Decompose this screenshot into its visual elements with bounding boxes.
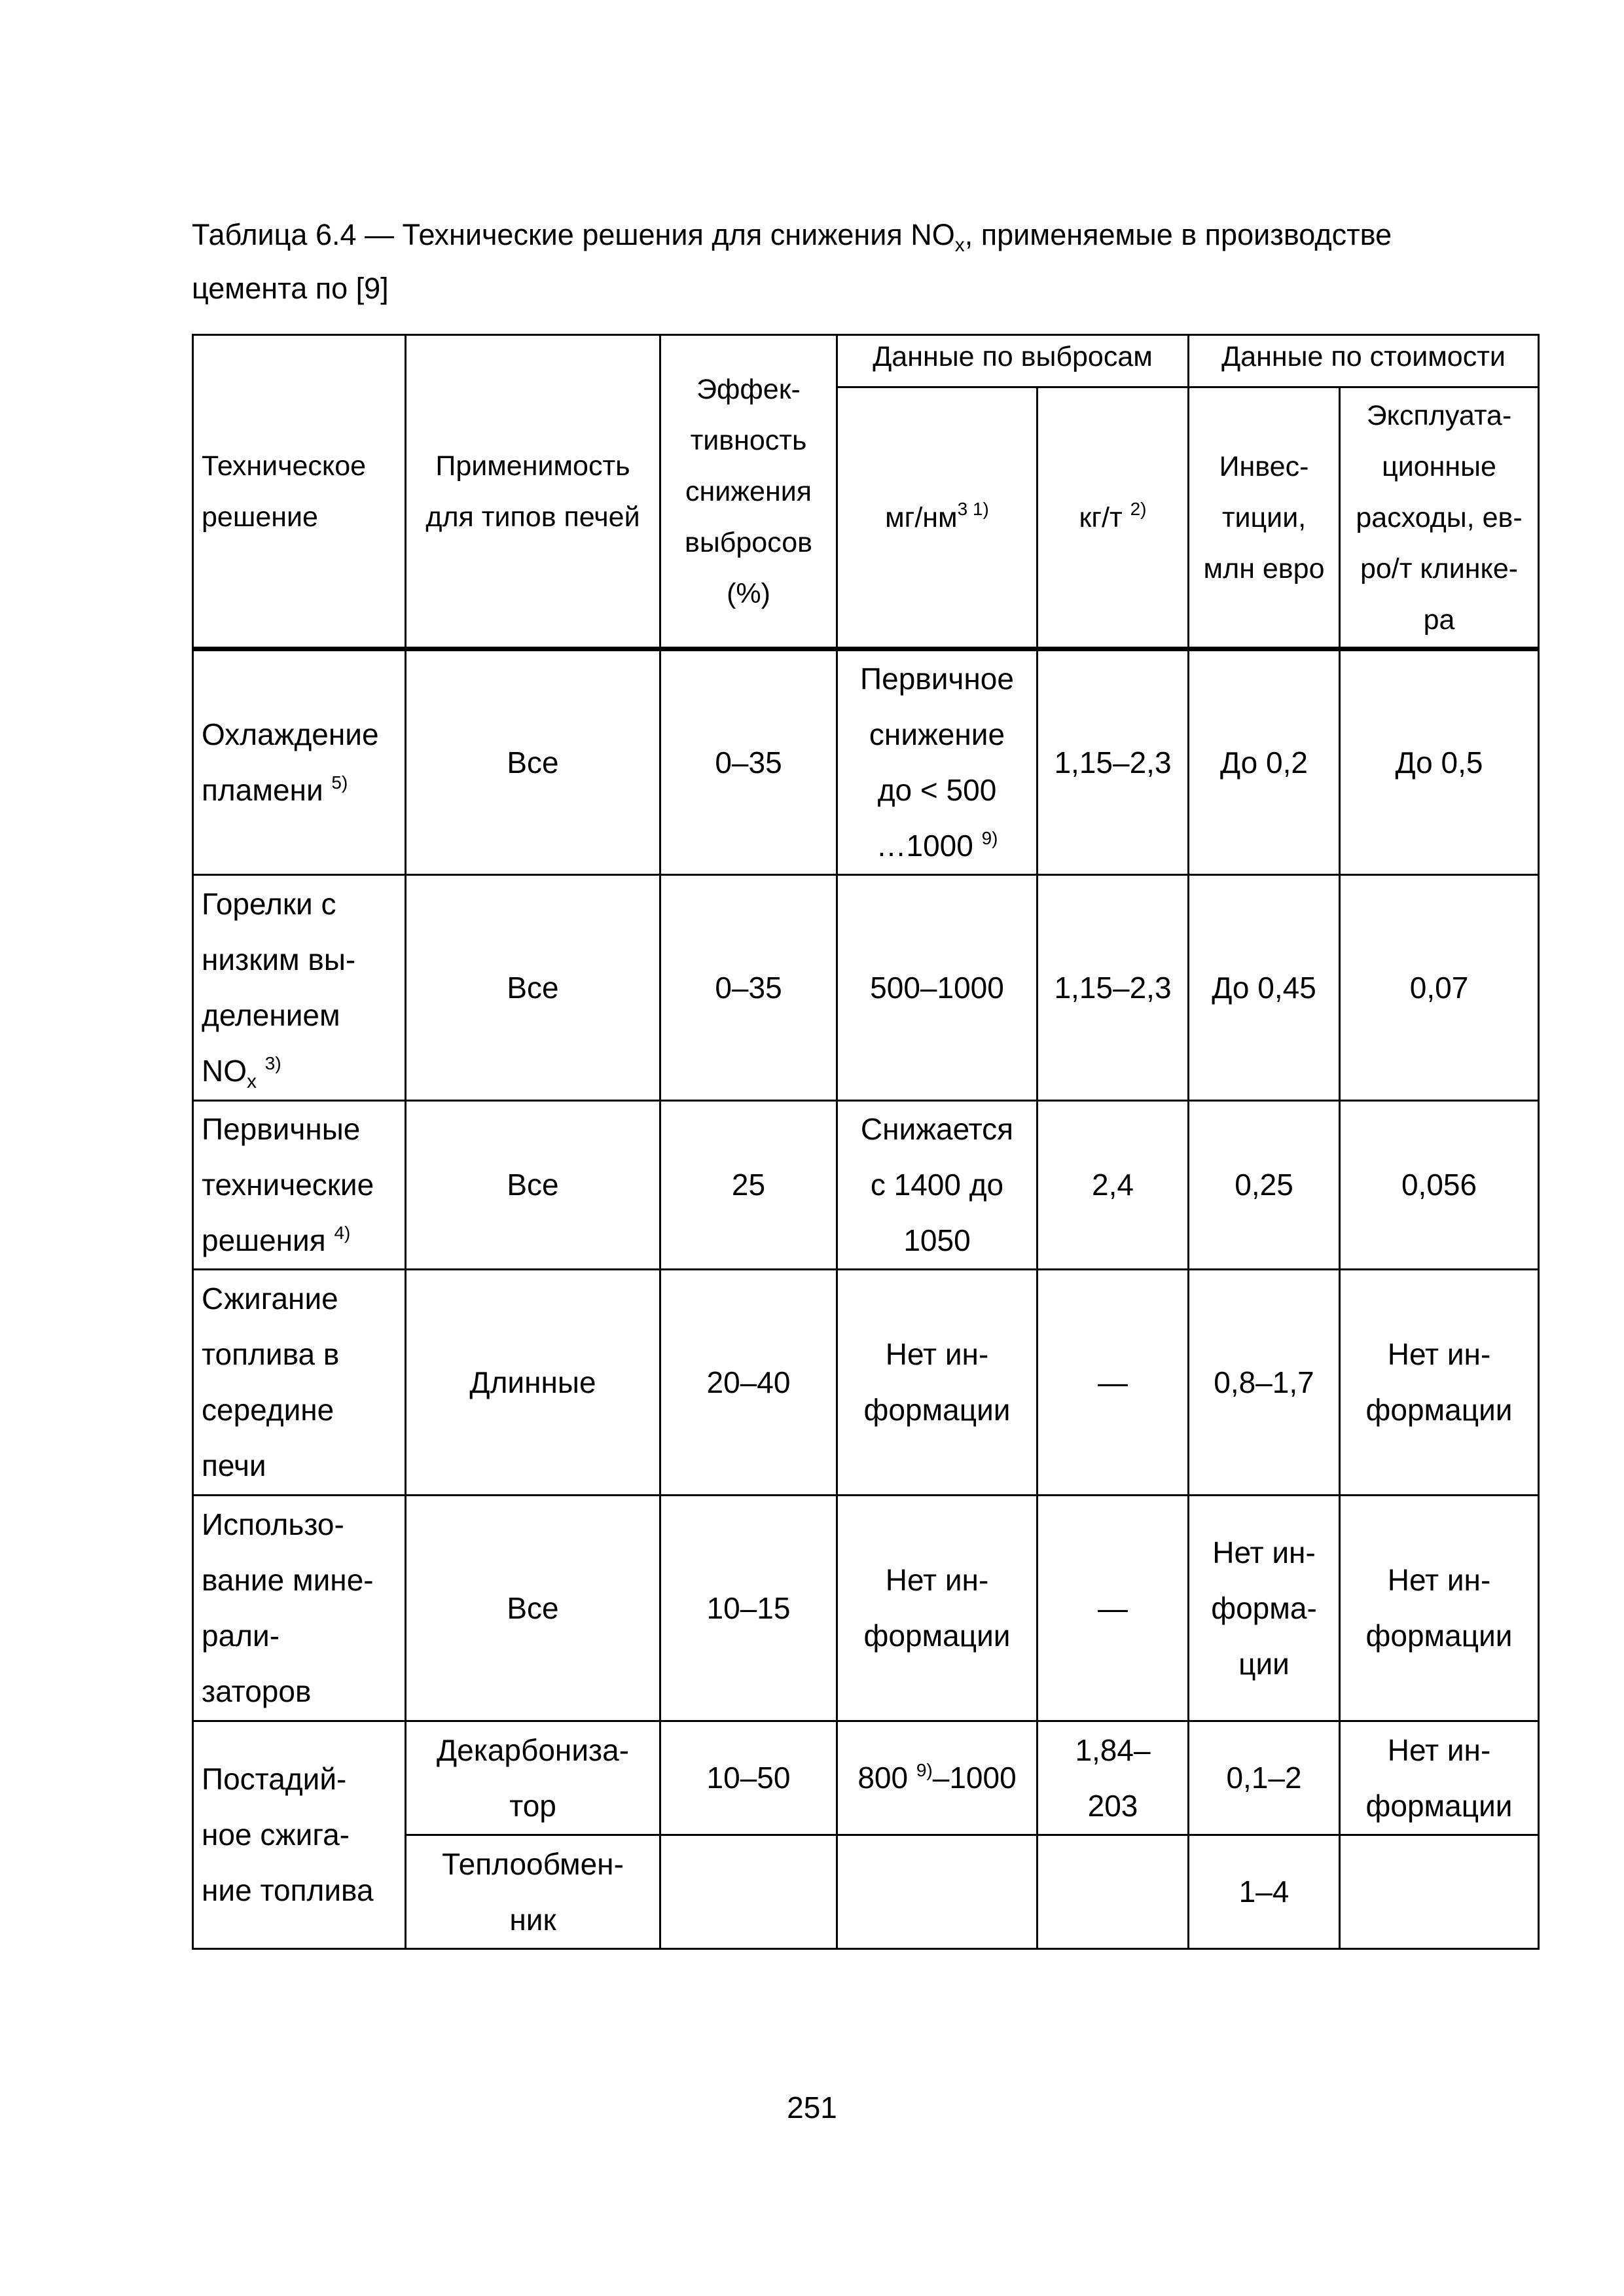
cell-kg — [1038, 1835, 1189, 1949]
cell-mg: Снижается с 1400 до 1050 — [837, 1101, 1038, 1270]
cell-operating: Нет ин- формации — [1340, 1721, 1539, 1835]
caption-line-2: цемента по [9] — [192, 272, 389, 305]
cell-applicability: Все — [406, 1496, 660, 1721]
cell-mg: Первичное снижение до < 500 …1000 $^{9)}$ — [837, 649, 1038, 875]
cell-solution: Первичные технические решения $^{4)}$ — [193, 1101, 406, 1270]
cell-efficiency: 25 — [660, 1101, 837, 1270]
nox-solutions-table — [192, 334, 1540, 1950]
header-operating: Эксплуата- ционные расходы, ев- ро/т клинке- ра — [1340, 387, 1539, 649]
table-row-flame-cooling — [193, 649, 1539, 875]
cell-applicability: Все — [406, 1101, 660, 1270]
cell-solution: Горелки с низким вы- делением $NO_x$ $^{3)}$ — [193, 875, 406, 1101]
cell-kg: — — [1038, 1496, 1189, 1721]
caption-line-1: Таблица 6.4 — Технические решения для снижения $NO_x$, применяемые в производстве — [192, 218, 1392, 256]
header-kg-unit: кг/т $^{2)}$ — [1038, 387, 1189, 649]
header-investment: Инвес- тиции, млн евро — [1189, 387, 1340, 649]
cell-investment: 0,1–2 — [1189, 1721, 1340, 1835]
header-efficiency: Эффек- тивность снижения выбросов (%) — [660, 335, 837, 649]
cell-applicability: Все — [406, 875, 660, 1101]
cell-solution: Постадий- ное сжига- ние топлива — [193, 1721, 406, 1949]
cell-mg: 800 $^{9)}$–1000 — [837, 1721, 1038, 1835]
cell-operating — [1340, 1835, 1539, 1949]
header-row-1 — [193, 335, 1539, 387]
cell-kg: 1,84– 203 — [1038, 1721, 1189, 1835]
cell-efficiency — [660, 1835, 837, 1949]
cell-efficiency: 10–15 — [660, 1496, 837, 1721]
table-row-low-nox-burners — [193, 875, 1539, 1101]
cell-kg: — — [1038, 1270, 1189, 1496]
cell-mg: Нет ин- формации — [837, 1270, 1038, 1496]
cell-investment: До 0,2 — [1189, 649, 1340, 875]
cell-operating: До 0,5 — [1340, 649, 1539, 875]
cell-investment: 0,8–1,7 — [1189, 1270, 1340, 1496]
header-technical-solution: Техническое решение — [193, 335, 406, 649]
cell-kg: 2,4 — [1038, 1101, 1189, 1270]
cell-efficiency: 0–35 — [660, 649, 837, 875]
cell-investment: До 0,45 — [1189, 875, 1340, 1101]
cell-operating: Нет ин- формации — [1340, 1496, 1539, 1721]
table-row-staged-combustion-decarbonizer — [193, 1721, 1539, 1835]
cell-mg — [837, 1835, 1038, 1949]
cell-applicability: Декарбониза- тор — [406, 1721, 660, 1835]
cell-efficiency: 20–40 — [660, 1270, 837, 1496]
page-number: 251 — [787, 2090, 837, 2125]
cell-kg: 1,15–2,3 — [1038, 875, 1189, 1101]
header-mg-unit: $мг/нм^{3 1)}$ — [837, 387, 1038, 649]
table-row-mineralizers — [193, 1496, 1539, 1721]
cell-investment: 0,25 — [1189, 1101, 1340, 1270]
cell-operating: 0,07 — [1340, 875, 1539, 1101]
cell-kg: 1,15–2,3 — [1038, 649, 1189, 875]
cell-applicability: Все — [406, 649, 660, 875]
cell-investment: 1–4 — [1189, 1835, 1340, 1949]
cell-solution: Охлаждение пламени $^{5)}$ — [193, 649, 406, 875]
cell-mg: 500–1000 — [837, 875, 1038, 1101]
header-emissions-group: Данные по выбросам — [837, 335, 1189, 387]
cell-solution: Использо- вание мине- рали- заторов — [193, 1496, 406, 1721]
cell-operating: 0,056 — [1340, 1101, 1539, 1270]
cell-efficiency: 0–35 — [660, 875, 837, 1101]
table-row-mid-kiln-firing — [193, 1270, 1539, 1496]
header-cost-group: Данные по стоимости — [1189, 335, 1539, 387]
cell-investment: Нет ин- форма- ции — [1189, 1496, 1340, 1721]
table-caption — [192, 208, 1488, 315]
header-applicability: Применимость для типов печей — [406, 335, 660, 649]
cell-efficiency: 10–50 — [660, 1721, 837, 1835]
cell-operating: Нет ин- формации — [1340, 1270, 1539, 1496]
cell-applicability: Теплообмен- ник — [406, 1835, 660, 1949]
table-row-primary-solutions — [193, 1101, 1539, 1270]
cell-mg: Нет ин- формации — [837, 1496, 1038, 1721]
cell-applicability: Длинные — [406, 1270, 660, 1496]
cell-solution: Сжигание топлива в середине печи — [193, 1270, 406, 1496]
